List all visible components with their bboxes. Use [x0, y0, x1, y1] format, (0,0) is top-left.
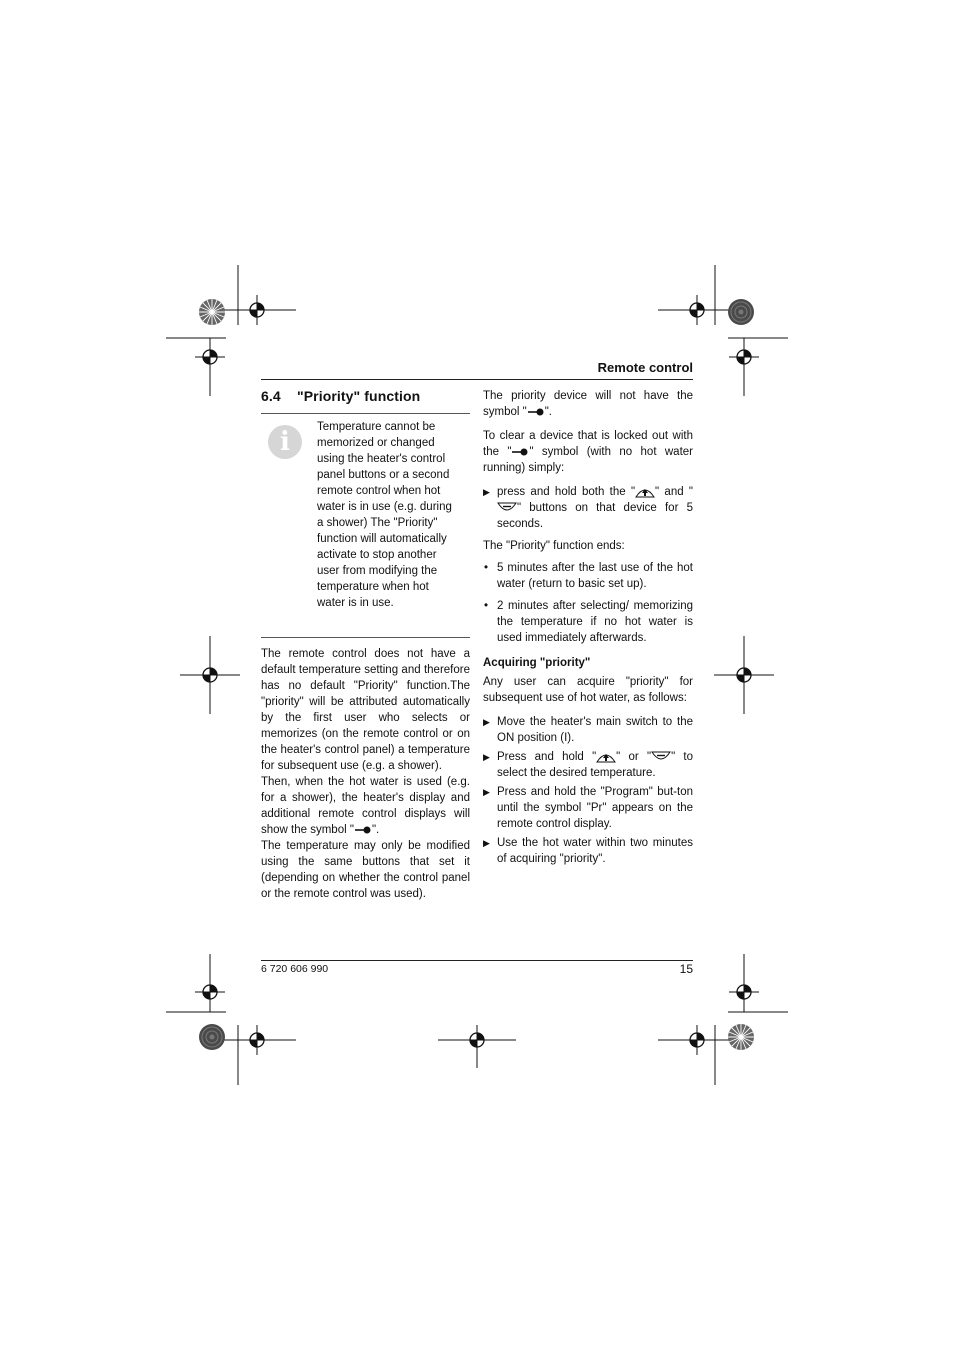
note-rule [261, 637, 470, 638]
document-number: 6 720 606 990 [261, 963, 329, 975]
instruction-step: ▶ Move the heater's main switch to the ON position (I). [483, 716, 693, 744]
footer-rule [261, 960, 693, 961]
key-icon [354, 825, 372, 835]
section-title: "Priority" function [297, 388, 421, 404]
section-number: 6.4 [261, 388, 281, 404]
info-icon: i [268, 425, 302, 459]
instruction-step: ▶ Press and hold " " or " " to select the desired temperature. [483, 751, 694, 779]
section-rule [261, 413, 470, 414]
section-heading [261, 388, 420, 404]
key-icon [527, 407, 545, 417]
paragraph: To clear a device that is locked out with the " " symbol (with no hot water running) simply: [483, 430, 694, 474]
paragraph: The "Priority" function ends: [483, 540, 625, 552]
down-button-icon [497, 502, 517, 514]
instruction-step: ▶ press and hold both the " " and "" buttons on that device for 5 seconds. [483, 486, 693, 530]
paragraph: Any user can acquire "priority" for subsequent use of hot water, as follows: [483, 676, 693, 704]
paragraph: The temperature may only be modified using the same buttons that set it (depending on whether the control panel or the remote control was used). [261, 840, 470, 900]
note-text: Temperature cannot be memorized or changed using the heater's control panel buttons or a second remote control when hot water is in use (e.g. during a shower) The "Priority" function will automatically activate to stop another user from modifying the temperature when hot water is in use. [317, 421, 452, 609]
subheading: Acquiring "priority" [483, 657, 591, 669]
up-button-icon [596, 751, 616, 763]
key-icon [511, 447, 529, 457]
instruction-step: ▶ Use the hot water within two minutes of acquiring "priority". [483, 837, 693, 865]
running-header: Remote control [597, 360, 693, 375]
right-column [483, 388, 693, 867]
page-number: 15 [679, 962, 693, 976]
paragraph: The priority device will not have the symbol " ". [483, 390, 693, 418]
down-button-icon [651, 751, 671, 763]
paragraph: Then, when the hot water is used (e.g. for a shower), the heater's display and additional remote control displays will show the symbol " ". [261, 776, 470, 836]
list-item: • 2 minutes after selecting/ memorizing the temperature if no hot water is used immediately afterwards. [484, 600, 693, 644]
header-rule [261, 379, 693, 380]
list-item: • 5 minutes after the last use of the hot water (return to basic set up). [484, 562, 693, 590]
instruction-step: ▶ Press and hold the "Program" but-ton until the symbol "Pr" appears on the remote control display. [483, 786, 693, 830]
paragraph: The remote control does not have a default temperature setting and therefore has no default "Priority" function.The "priority" will be attributed automatically by the first user who selects or memorizes (on the remote control or on the heater's control panel) a temperature for subsequent use (e.g. a shower). [261, 648, 470, 772]
left-column [261, 646, 470, 902]
up-button-icon [635, 486, 655, 498]
